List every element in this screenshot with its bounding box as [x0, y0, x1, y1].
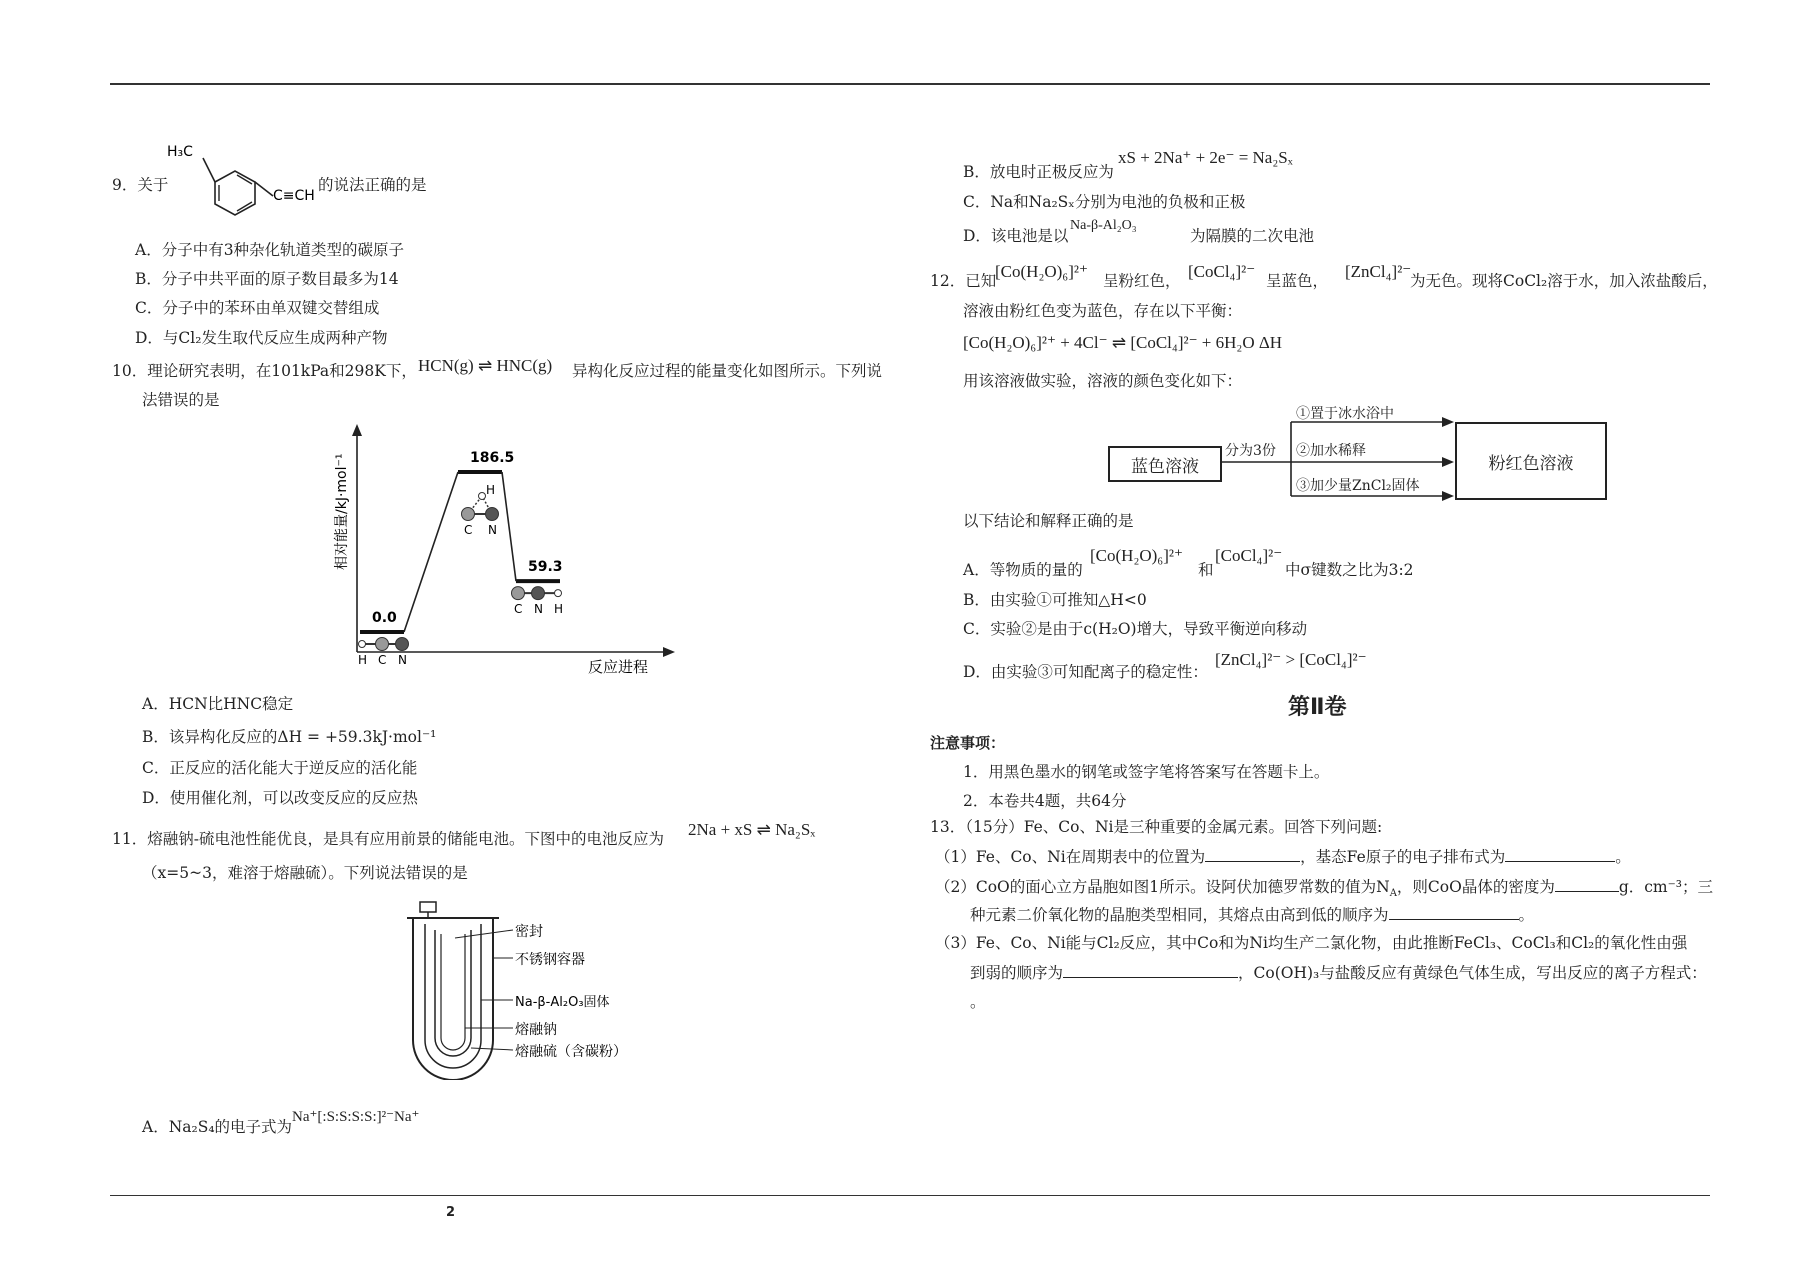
q11-option-a-formula: Na⁺[:S:S:S:S:]²⁻Na⁺	[292, 1109, 420, 1125]
ts-atom-c	[462, 508, 475, 521]
top-rule	[110, 83, 1710, 85]
flow-end-box: 粉红色溶液	[1455, 422, 1607, 500]
hnc-molecule-atom-0	[512, 587, 525, 600]
energy-value-label-0: 0.0	[372, 610, 397, 626]
q13-p2e: 。	[1518, 906, 1535, 924]
q13-part3-line3	[970, 992, 986, 1012]
hcn-molecule-atom-0	[359, 641, 366, 648]
label-membrane: Na-β-Al₂O₃固体	[515, 995, 610, 1010]
q10-option-c: C．正反应的活化能大于逆反应的活化能	[142, 759, 418, 777]
answer-blank-3[interactable]	[1555, 877, 1619, 892]
hcn-molecule-atom-label-1: C	[378, 653, 387, 667]
hnc-molecule-atom-2	[555, 590, 562, 597]
q12-ion3: [ZnCl₄]²⁻	[1345, 262, 1412, 281]
q10-line1-suffix: 异构化反应过程的能量变化如图所示。下列说	[572, 362, 883, 380]
battery-diagram	[395, 900, 655, 1080]
ts-atom-n	[486, 508, 499, 521]
energy-value-label-2: 59.3	[528, 559, 563, 576]
q13-p3b: 到弱的顺序为	[970, 964, 1064, 982]
q12-option-b: B．由实验①可推知△H<0	[963, 591, 1147, 609]
q13-p2a: （2）CoO的面心立方晶胞如图1所示。设阿伏加德罗常数的值为N	[935, 878, 1390, 896]
q13-part3-line2	[970, 963, 1707, 983]
q12-option-c: C．实验②是由于c(H₂O)增大，导致平衡逆向移动	[963, 620, 1308, 638]
q11-option-c: C．Na和Na₂Sₓ分别为电池的负极和正极	[963, 193, 1246, 211]
note-1: 1．用黑色墨水的钢笔或签字笔将答案写在答题卡上。	[963, 763, 1330, 781]
q11-option-d-formula: Na-β-Al₂O₃	[1070, 218, 1137, 233]
q13-p1c: 。	[1615, 848, 1631, 866]
q11-option-b-formula: xS + 2Na⁺ + 2e⁻ = Na₂Sₓ	[1118, 148, 1293, 167]
q9-option-a: A．分子中有3种杂化轨道类型的碳原子	[135, 241, 405, 259]
q12-option-a-and: 和	[1198, 561, 1214, 579]
q11-option-d-suffix: 为隔膜的二次电池	[1190, 227, 1315, 245]
q12-text1: 呈粉红色，	[1103, 272, 1181, 290]
ts-label-c: C	[464, 523, 473, 537]
ts-label-n: N	[488, 523, 497, 537]
q13-p3d: 。	[970, 993, 986, 1011]
q9-molecule-structure	[165, 140, 325, 230]
section-title: 第Ⅱ卷	[1288, 695, 1347, 720]
hcn-molecule-atom-label-0: H	[358, 653, 368, 667]
chart-xlabel: 反应进程	[588, 658, 649, 676]
q13-part3-line1: （3）Fe、Co、Ni能与Cl₂反应，其中Co和为Ni均生产二氯化物，由此推断FeCl₃、CoCl₃和Cl₂的氧化性由强	[935, 934, 1688, 952]
profile-segment-0	[404, 472, 458, 632]
q13-p3c: ，Co(OH)₃与盐酸反应有黄绿色气体生成，写出反应的离子方程式：	[1238, 964, 1707, 982]
q13-p2c: g．cm⁻³；三	[1618, 878, 1714, 896]
hcn-molecule-atom-2	[396, 638, 409, 651]
q11-option-b-prefix: B．放电时正极反应为	[963, 163, 1114, 181]
q9-option-b: B．分子中共平面的原子数目最多为14	[135, 270, 399, 288]
hnc-molecule-atom-label-2: H	[554, 602, 564, 617]
energy-profile-chart	[330, 420, 680, 680]
q10-option-b: B．该异构化反应的ΔH = +59.3kJ·mol⁻¹	[142, 728, 437, 746]
bottom-rule	[110, 1195, 1710, 1196]
q12-text3: 为无色。现将CoCl₂溶于水，加入浓盐酸后，	[1410, 272, 1718, 290]
q12-option-d-formula: [ZnCl₄]²⁻ > [CoCl₄]²⁻	[1215, 650, 1367, 669]
q11-line2: （x=5~3，难溶于熔融硫）。下列说法错误的是	[142, 864, 468, 882]
profile-segment-1	[502, 472, 516, 581]
q12-option-d-prefix: D．由实验③可知配离子的稳定性：	[963, 663, 1208, 681]
q9-prefix: 9．关于	[112, 176, 169, 194]
q10-line2: 法错误的是	[142, 391, 220, 409]
ts-label-h: H	[486, 483, 496, 497]
q11-line1: 11．熔融钠-硫电池性能优良，是具有应用前景的储能电池。下图中的电池反应为	[112, 830, 664, 848]
q12-text2: 呈蓝色，	[1266, 272, 1329, 290]
hnc-molecule-atom-label-1: N	[534, 602, 543, 617]
label-molten-na: 熔融钠	[515, 1022, 557, 1038]
notes-title: 注意事项：	[930, 734, 1006, 752]
chart-ylabel: 相对能量/kJ·mol⁻¹	[334, 453, 350, 570]
chart-marks	[358, 450, 563, 667]
q12-line2: 溶液由粉红色变为蓝色，存在以下平衡：	[963, 302, 1243, 320]
q13-p2d: 种元素二价氧化物的晶胞类型相同，其熔点由高到低的顺序为	[970, 906, 1389, 924]
hcn-molecule-atom-1	[376, 638, 389, 651]
q13-intro: 13．（15分）Fe、Co、Ni是三种重要的金属元素。回答下列问题:	[930, 818, 1383, 836]
answer-blank-2[interactable]	[1505, 847, 1615, 862]
q12-option-a-ion2: [CoCl₄]²⁻	[1215, 546, 1283, 565]
flow-branch-3: ③加少量ZnCl₂固体	[1296, 478, 1420, 494]
q13-part2-line2	[970, 905, 1534, 925]
flow-split-label: 分为3份	[1225, 443, 1276, 459]
label-container: 不锈钢容器	[515, 952, 585, 968]
q10-option-a: A．HCN比HNC稳定	[142, 695, 294, 713]
q12-option-a-ion1: [Co(H₂O)₆]²⁺	[1090, 546, 1183, 565]
q12-prefix: 12．已知	[930, 272, 997, 290]
q10-equation: HCN(g) ⇌ HNC(g)	[418, 356, 553, 375]
flow-branch-2: ②加水稀释	[1296, 443, 1366, 459]
alkyne-label: C≡CH	[273, 188, 315, 204]
q13-part2-line1	[935, 877, 1713, 900]
q11-option-a-prefix: A．Na₂S₄的电子式为	[142, 1118, 293, 1136]
q10-option-d: D．使用催化剂，可以改变反应的反应热	[142, 789, 418, 807]
q10-line1-prefix: 10．理论研究表明，在101kPa和298K下，	[112, 362, 417, 380]
q12-equilibrium: [Co(H₂O)₆]²⁺ + 4Cl⁻ ⇌ [CoCl₄]²⁻ + 6H₂O ΔH	[963, 333, 1283, 352]
q12-ion1: [Co(H₂O)₆]²⁺	[995, 262, 1088, 281]
hcn-molecule-atom-label-2: N	[398, 653, 407, 667]
flow-branch-1: ①置于冰水浴中	[1296, 406, 1394, 422]
label-molten-s: 熔融硫（含碳粉）	[515, 1044, 627, 1060]
page-number: 2	[446, 1205, 456, 1220]
note-2: 2．本卷共4题，共64分	[963, 792, 1127, 810]
answer-blank-1[interactable]	[1205, 847, 1300, 862]
q13-p2b: ，则CoO晶体的密度为	[1396, 878, 1555, 896]
hnc-molecule-atom-label-0: C	[514, 602, 523, 617]
q12-conclusion: 以下结论和解释正确的是	[963, 512, 1134, 530]
q13-p1b: ，基态Fe原子的电子排布式为	[1300, 848, 1506, 866]
energy-value-label-1: 186.5	[470, 450, 515, 466]
q11-equation: 2Na + xS ⇌ Na₂Sₓ	[688, 820, 816, 839]
answer-blank-4[interactable]	[1389, 905, 1519, 920]
q12-line4: 用该溶液做实验，溶液的颜色变化如下：	[963, 372, 1243, 390]
q12-option-a-suffix: 中σ键数之比为3:2	[1285, 561, 1414, 579]
q12-ion2: [CoCl₄]²⁻	[1188, 262, 1256, 281]
q9-option-d: D．与Cl₂发生取代反应生成两种产物	[135, 329, 388, 347]
flow-start-box: 蓝色溶液	[1108, 446, 1222, 482]
ts-atom-h	[479, 493, 486, 500]
q13-part1	[935, 847, 1631, 867]
q9-option-c: C．分子中的苯环由单双键交替组成	[135, 299, 380, 317]
answer-blank-5[interactable]	[1063, 963, 1238, 978]
q9-suffix: 的说法正确的是	[318, 176, 427, 194]
q12-option-a-prefix: A．等物质的量的	[963, 561, 1083, 579]
hnc-molecule-atom-1	[532, 587, 545, 600]
q13-p2a-sub: A	[1389, 888, 1397, 900]
q11-option-d-prefix: D．该电池是以	[963, 227, 1069, 245]
label-seal: 密封	[515, 924, 543, 940]
methyl-label: H₃C	[167, 144, 193, 160]
q13-p1a: （1）Fe、Co、Ni在周期表中的位置为	[935, 848, 1206, 866]
